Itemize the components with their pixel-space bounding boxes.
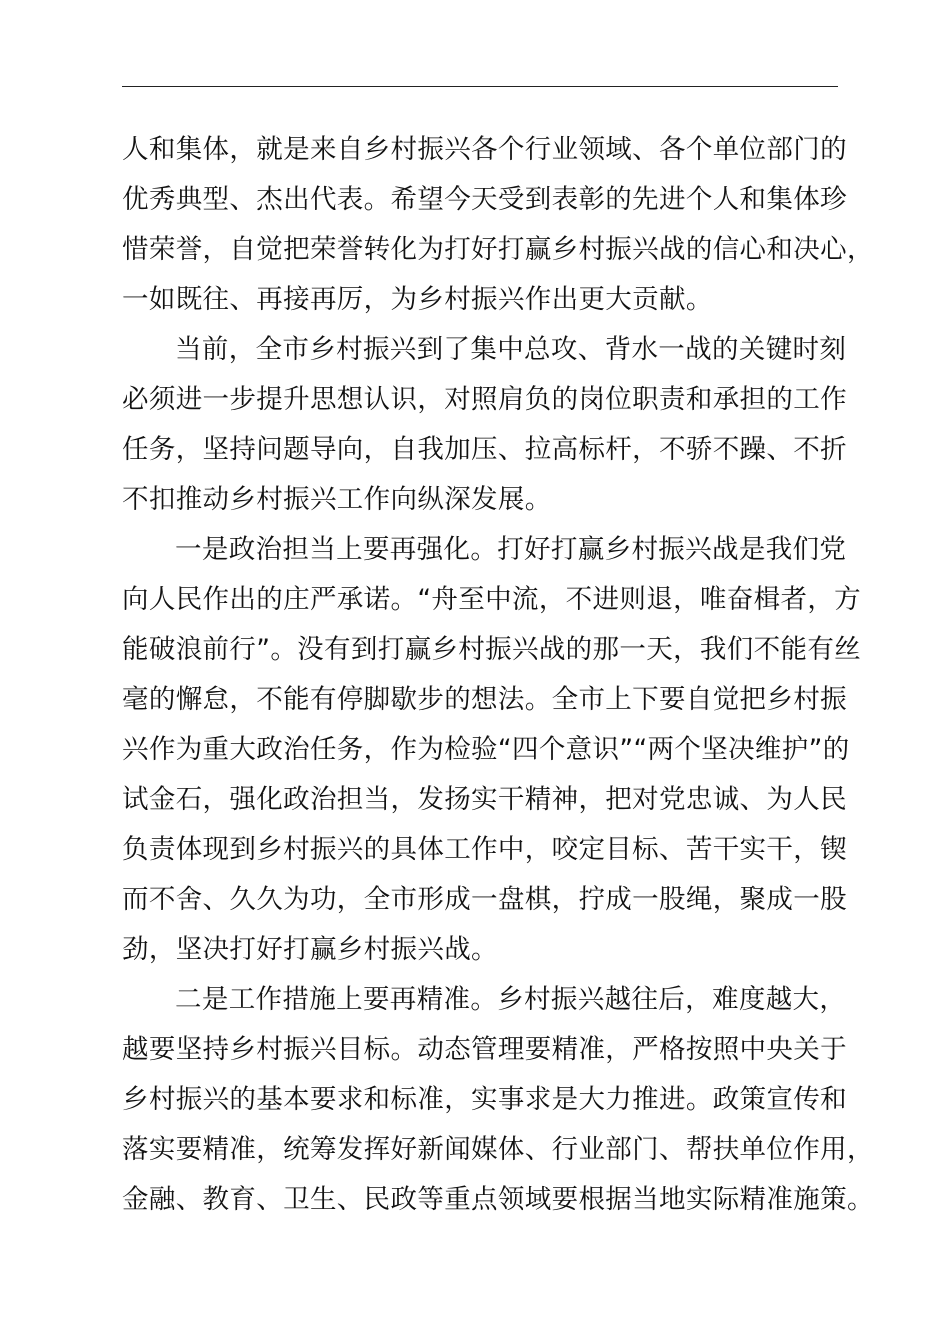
text-line: 兴作为重大政治任务，作为检验“四个意识”“两个坚决维护”的 — [122, 734, 850, 765]
text-line: 人和集体，就是来自乡村振兴各个行业领域、各个单位部门的 — [122, 134, 847, 165]
text-line: 落实要精准，统筹发挥好新闻媒体、行业部门、帮扶单位作用， — [122, 1134, 874, 1165]
paragraph — [122, 325, 862, 525]
text-line: 当前，全市乡村振兴到了集中总攻、背水一战的关键时刻 — [175, 334, 847, 365]
text-line: 一是政治担当上要再强化。打好打赢乡村振兴战是我们党 — [175, 534, 847, 565]
text-line: 任务，坚持问题导向，自我加压、拉高标杆，不骄不躁、不折 — [122, 434, 847, 465]
paragraph — [122, 125, 874, 325]
text-line: 二是工作措施上要再精准。乡村振兴越往后，难度越大， — [175, 984, 847, 1015]
text-line: 能破浪前行”。没有到打赢乡村振兴战的那一天，我们不能有丝 — [122, 634, 862, 665]
header-rule — [122, 86, 838, 87]
text-line: 必须进一步提升思想认识，对照肩负的岗位职责和承担的工作 — [122, 384, 847, 415]
text-line: 一如既往、再接再厉，为乡村振兴作出更大贡献。 — [122, 284, 713, 315]
paragraph — [122, 975, 874, 1225]
text-line: 毫的懈怠，不能有停脚歇步的想法。全市上下要自觉把乡村振 — [122, 684, 847, 715]
text-line: 试金石，强化政治担当，发扬实干精神，把对党忠诚、为人民 — [122, 784, 847, 815]
paragraph — [122, 525, 862, 975]
text-line: 而不舍、久久为功，全市形成一盘棋，拧成一股绳，聚成一股 — [122, 884, 847, 915]
document-body — [122, 125, 874, 1225]
text-line: 惜荣誉，自觉把荣誉转化为打好打赢乡村振兴战的信心和决心， — [122, 234, 874, 265]
text-line: 优秀典型、杰出代表。希望今天受到表彰的先进个人和集体珍 — [122, 184, 847, 215]
text-line: 越要坚持乡村振兴目标。动态管理要精准，严格按照中央关于 — [122, 1034, 847, 1065]
text-line: 劲，坚决打好打赢乡村振兴战。 — [122, 934, 498, 965]
text-line: 向人民作出的庄严承诺。“舟至中流，不进则退，唯奋楫者，方 — [122, 584, 862, 615]
text-line: 负责体现到乡村振兴的具体工作中，咬定目标、苦干实干，锲 — [122, 834, 847, 865]
text-line: 乡村振兴的基本要求和标准，实事求是大力推进。政策宣传和 — [122, 1084, 847, 1115]
text-line: 金融、教育、卫生、民政等重点领域要根据当地实际精准施策。 — [122, 1184, 874, 1215]
text-line: 不扣推动乡村振兴工作向纵深发展。 — [122, 484, 552, 515]
